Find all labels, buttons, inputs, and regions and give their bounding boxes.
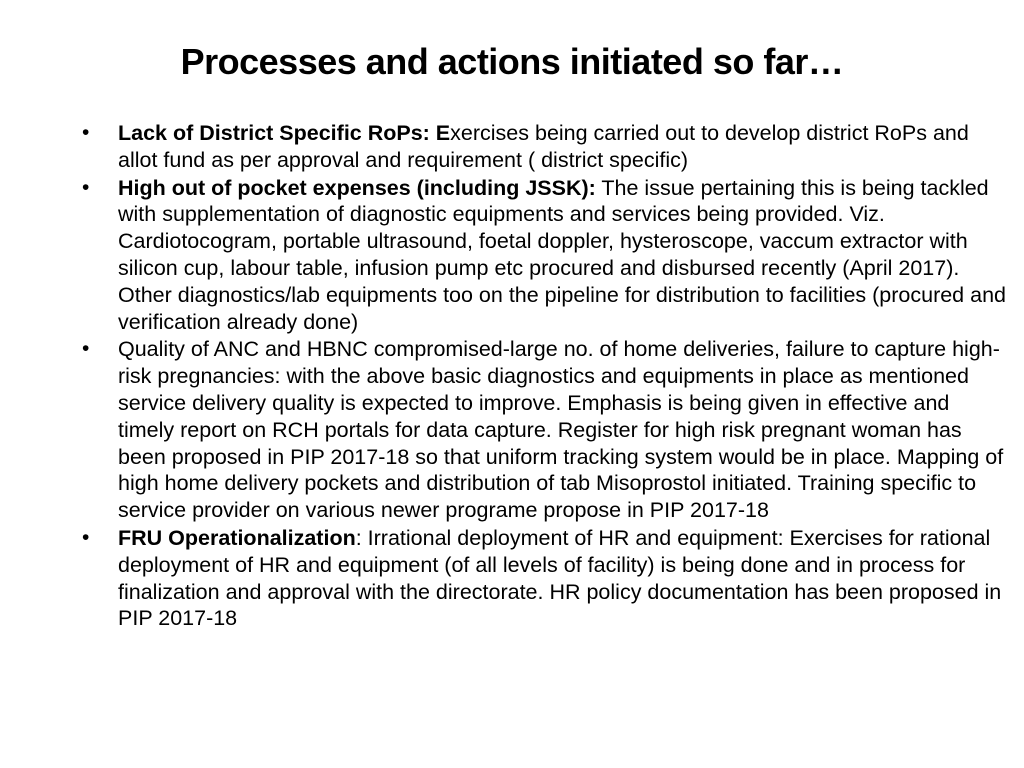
bullet-item-out-of-pocket xyxy=(76,175,1006,336)
bullet-item-district-rops xyxy=(76,120,1006,174)
bullet-list xyxy=(76,120,1006,633)
bullet-dot-icon: • xyxy=(82,525,90,549)
slide-title: Processes and actions initiated so far… xyxy=(180,41,844,82)
bullet-item-anc-hbnc-quality xyxy=(76,336,1006,524)
bullet-dot-icon: • xyxy=(82,337,90,361)
bullet-item-fru-operationalization xyxy=(76,525,1006,632)
bullet-lead: High out of pocket expenses (including JSSK): xyxy=(118,175,596,200)
bullet-text: Quality of ANC and HBNC compromised-large no. of home deliveries, failure to capture high-risk pregnancies: with the above basic diagnostics and equipments in place as mentioned service delivery quality is expected to improve. Emphasis is being given in effective and timely report on RCH portals for data capture. Register for high risk pregnant woman has been proposed in PIP 2017-18 so that uniform tracking system would be in place. Mapping of high home delivery pockets and distribution of tab Misoprostol initiated. Training specific to service provider on various newer programe propose in PIP 2017-18 xyxy=(118,337,1004,523)
bullet-dot-icon: • xyxy=(82,175,90,199)
bullet-text: : Irrational deployment of HR and equipment: Exercises for rational deployment of HR and equipment (of all levels of facility) is being done and in process for finalization and approval with the directorate. HR policy documentation has been proposed in PIP 2017-18 xyxy=(118,525,1002,631)
bullet-text: The issue pertaining this is being tackled with supplementation of diagnostic equipments and services being provided. Viz. Cardiotocogram, portable ultrasound, foetal doppler, hysteroscope, vaccum extractor with silicon cup, labour table, infusion pump etc procured and disbursed recently (April 2017). Other diagnostics/lab equipments too on the pipeline for distribution to facilities (procured and verification already done) xyxy=(118,175,1006,334)
bullet-dot-icon: • xyxy=(82,121,90,144)
bullet-lead: Lack of District Specific RoPs: E xyxy=(118,121,451,145)
bullet-text: xercises being carried out to develop district RoPs and allot fund as per approval and requirement ( district specific) xyxy=(118,121,969,172)
bullet-lead: FRU Operationalization xyxy=(118,525,356,550)
